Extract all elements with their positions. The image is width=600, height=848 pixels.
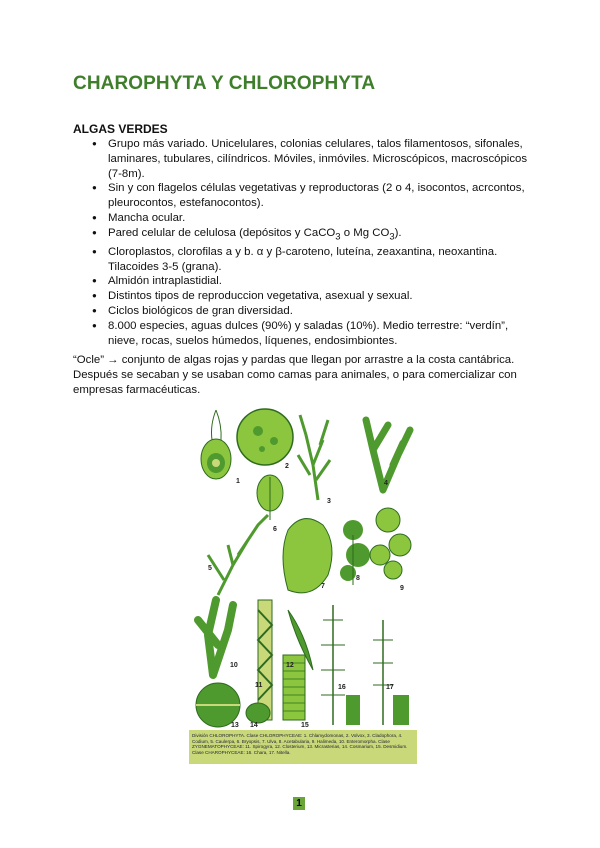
bullet-item [92,226,532,245]
algae-6-bryopsis [257,475,283,520]
figure-number: 7 [321,583,325,590]
algae-5-caulerpa [208,515,268,595]
algae-17-nitella [373,620,409,725]
subscript: 3 [389,231,395,243]
figure-number: 1 [236,478,240,485]
algae-3-cladophora [298,415,330,500]
bullet-text: Pared celular de celulosa (depósitos y CaCO [108,226,336,239]
bullet-text: o Mg CO [340,226,390,239]
algae-14-cosmarium [246,703,270,723]
bullet-text: Almidón intraplastidial. [108,275,222,288]
figure-number: 15 [301,722,309,729]
ocle-paragraph: “Ocle” → conjunto de algas rojas y pardas que llegan por arrastre a la costa cantábrica. Después se secaban y se usaban como camas para animales, o para comercializar con empresas farmacéuticas. [73,354,517,396]
algae-8-acetabularia [340,520,370,585]
figure-number: 11 [255,682,263,689]
algae-11-spirogyra [258,600,272,720]
subscript: 3 [335,231,341,243]
figure-number: 10 [230,662,238,669]
bullet-item [92,137,532,181]
bullet-text: Grupo más variado. Unicelulares, colonias celulares, talos filamentosos, sifonales, laminares, tubulares, cilíndricos. Móviles, inmóviles. Microscópicos, macroscópicos (7-8m). [108,138,528,180]
bullet-item [92,289,532,304]
figure-number: 2 [285,463,289,470]
bullet-item [92,181,532,211]
algae-16-chara [321,605,360,725]
figure-number: 8 [356,575,360,582]
bullet-text: Distintos tipos de reproduccion vegetativa, asexual y sexual. [108,290,413,303]
bullet-list [92,137,532,348]
bullet-item [92,211,532,226]
figure-number: 16 [338,684,346,691]
page-title: CHAROPHYTA Y CHLOROPHYTA [73,73,376,94]
section-heading: ALGAS VERDES [73,122,168,136]
bullet-item [92,274,532,289]
figure-number: 12 [286,662,294,669]
bullet-item [92,304,532,319]
bullet-item [92,319,532,349]
page-number: 1 [293,797,305,810]
algae-2-volvox [237,409,293,465]
figure-number: 13 [231,722,239,729]
figure-number: 6 [273,526,277,533]
algae-7-ulva [283,519,332,593]
figure-number: 5 [208,565,212,572]
algae-4-codium [366,420,410,490]
bullet-text: Mancha ocular. [108,211,186,224]
algae-10-enteromorpha [198,600,233,675]
figure-number: 17 [386,684,394,691]
algae-illustration [188,405,418,765]
algae-1-chlamydomonas [201,410,231,479]
bullet-text: Sin y con flagelos células vegetativas y reproductoras (2 o 4, isocontos, acrcontos, pleurocontos, estefanocontos). [108,182,525,210]
figure-caption: División CHLOROPHYTA. Clase CHLOROPHYCEAE: 1. Chlamydomonas, 2. Volvox, 3. Cladophora, 4. Codium, 5. Caulerpa, 6. Bryopsis, 7. Ulva, 8. Acetabularia, 9. Halimeda, 10. Enteromorpha. Clase ZYGNEMATOPHYCEAE: 11. Spirogyra, 12. Closterium, 13. Micrasterias, 14. Cosmarium, 15. Desmidium. Clase CHAROPHYCEAE: 16. Chara, 17. Nitella. [192,733,408,755]
figure-number: 14 [250,722,258,729]
bullet-text: ). [394,226,402,239]
figure-number: 3 [327,498,331,505]
figure-number: 4 [384,480,388,487]
algae-13-micrasterias [196,683,240,727]
bullet-text: 8.000 especies, aguas dulces (90%) y saladas (10%). Medio terrestre: “verdín”, nieve, rocas, suelos húmedos, líquenes, endosimbiontes. [108,319,509,347]
bullet-item [92,245,532,275]
bullet-text: Cloroplastos, clorofilas a y b. α y β-caroteno, luteína, zeaxantina, neoxantina. Tilacoides 3-5 (grana). [108,245,498,273]
figure-number: 9 [400,585,404,592]
algae-9-halimeda [370,508,411,579]
bullet-text: Ciclos biológicos de gran diversidad. [108,305,293,318]
